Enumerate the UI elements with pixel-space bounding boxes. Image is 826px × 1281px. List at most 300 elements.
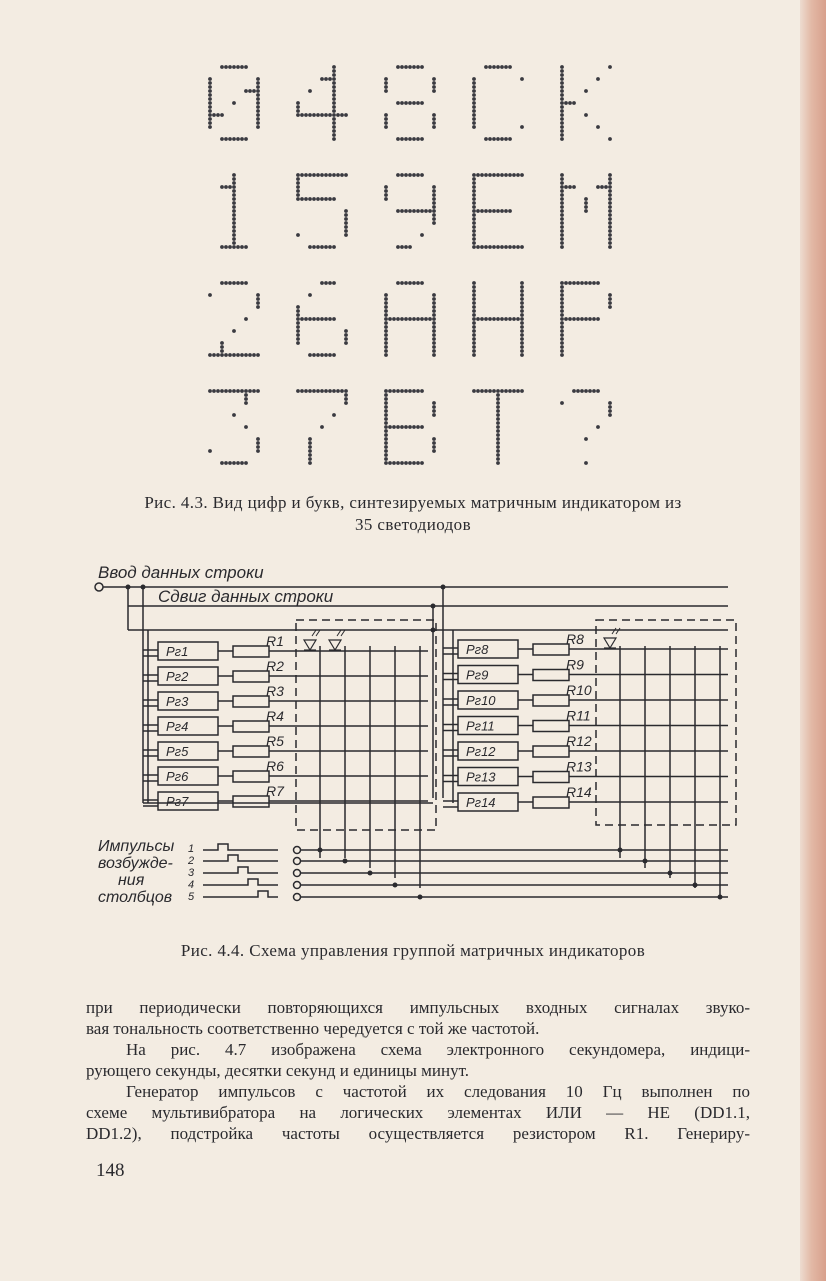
led-dot: [256, 93, 260, 97]
led-dot: [472, 81, 476, 85]
dot-matrix-char: [220, 173, 248, 249]
led-dot: [232, 65, 236, 69]
led-dot: [344, 333, 348, 337]
led-dot: [424, 317, 428, 321]
led-dot: [560, 289, 564, 293]
led-dot: [400, 137, 404, 141]
led-dot: [472, 289, 476, 293]
led-dot: [384, 417, 388, 421]
register-label: Рг8: [466, 642, 489, 657]
led-dot: [388, 389, 392, 393]
led-dot: [220, 137, 224, 141]
led-dot: [496, 425, 500, 429]
led-dot: [340, 113, 344, 117]
led-dot: [396, 425, 400, 429]
led-dot: [240, 65, 244, 69]
led-dot: [560, 221, 564, 225]
led-dot: [416, 65, 420, 69]
register-row: [143, 733, 428, 760]
led-dot: [596, 425, 600, 429]
led-dot: [488, 317, 492, 321]
register-row: [143, 783, 428, 810]
led-dot: [432, 313, 436, 317]
led-dot: [560, 293, 564, 297]
led-dot: [520, 77, 524, 81]
led-dot: [512, 245, 516, 249]
led-dot: [208, 117, 212, 121]
led-dot: [400, 173, 404, 177]
led-dot: [384, 313, 388, 317]
led-dot: [472, 197, 476, 201]
led-dot: [512, 389, 516, 393]
led-dot: [432, 293, 436, 297]
led-dot: [492, 389, 496, 393]
led-dot: [308, 197, 312, 201]
led-dot: [224, 389, 228, 393]
led-dot: [332, 413, 336, 417]
led-dot: [560, 105, 564, 109]
led-dot: [220, 341, 224, 345]
led-dot: [256, 389, 260, 393]
led-dot: [232, 221, 236, 225]
led-dot: [240, 353, 244, 357]
paragraph-2-line-1: На рис. 4.7 изображена схема электронного секундомера, индици-: [126, 1040, 750, 1059]
led-dot: [216, 389, 220, 393]
led-dot: [472, 353, 476, 357]
resistor-label: R3: [266, 683, 284, 699]
led-dot: [320, 197, 324, 201]
led-dot: [328, 245, 332, 249]
led-dot: [432, 81, 436, 85]
led-dot: [432, 445, 436, 449]
led-dot: [420, 173, 424, 177]
led-dot: [420, 233, 424, 237]
led-dot: [424, 209, 428, 213]
pulse-label-line-3: ния: [118, 872, 145, 889]
led-dot: [412, 173, 416, 177]
led-dot: [560, 65, 564, 69]
led-dot: [304, 113, 308, 117]
led-dot: [420, 461, 424, 465]
led-dot: [560, 229, 564, 233]
led-dot: [432, 117, 436, 121]
led-dot: [404, 173, 408, 177]
led-dot: [500, 245, 504, 249]
led-dot: [432, 405, 436, 409]
led-dot: [520, 333, 524, 337]
led-dot: [596, 317, 600, 321]
led-dot: [232, 461, 236, 465]
led-dot: [328, 113, 332, 117]
led-dot: [228, 389, 232, 393]
led-dot: [256, 449, 260, 453]
led-dot: [332, 245, 336, 249]
led-dot: [432, 441, 436, 445]
led-dot: [232, 177, 236, 181]
led-dot: [472, 309, 476, 313]
led-dot: [496, 453, 500, 457]
led-dot: [208, 101, 212, 105]
led-dot: [432, 337, 436, 341]
led-dot: [600, 185, 604, 189]
led-dot: [396, 209, 400, 213]
figure-4-3-caption: [60, 492, 766, 536]
led-dot: [332, 81, 336, 85]
led-dot: [560, 89, 564, 93]
led-dot: [256, 113, 260, 117]
led-dot: [496, 429, 500, 433]
page-edge: [800, 0, 826, 1281]
led-dot: [472, 209, 476, 213]
led-dot: [472, 229, 476, 233]
led-dot: [388, 461, 392, 465]
led-dot: [472, 217, 476, 221]
resistor-label: R11: [566, 707, 591, 724]
dot-matrix-char: [384, 65, 436, 141]
led-dot: [400, 245, 404, 249]
led-dot: [608, 229, 612, 233]
dot-matrix-char: [296, 173, 348, 249]
register-row: [143, 708, 428, 735]
led-dot: [472, 113, 476, 117]
led-dot: [608, 301, 612, 305]
led-dot: [416, 461, 420, 465]
led-dot: [496, 389, 500, 393]
led-dot: [304, 197, 308, 201]
data-input-label: Ввод данных строки: [98, 563, 264, 582]
led-dot: [344, 233, 348, 237]
led-dot: [344, 113, 348, 117]
led-dot: [500, 317, 504, 321]
shift-label: Сдвиг данных строки: [158, 587, 334, 606]
led-dot: [312, 113, 316, 117]
led-dot: [584, 89, 588, 93]
led-dot: [560, 201, 564, 205]
led-dot: [344, 389, 348, 393]
led-dot: [560, 313, 564, 317]
led-dot: [520, 173, 524, 177]
led-dot: [396, 461, 400, 465]
register-label: Рг2: [166, 669, 189, 684]
led-dot: [584, 209, 588, 213]
led-dot: [296, 325, 300, 329]
led-dot: [592, 389, 596, 393]
led-dot: [472, 329, 476, 333]
led-dot: [432, 305, 436, 309]
led-dot: [432, 121, 436, 125]
led-dot: [308, 445, 312, 449]
resistor: [533, 721, 569, 732]
led-dot: [492, 317, 496, 321]
led-dot: [244, 461, 248, 465]
led-dot: [560, 117, 564, 121]
led-dot: [400, 389, 404, 393]
led-dot: [296, 341, 300, 345]
led-dot: [432, 185, 436, 189]
led-dot: [432, 201, 436, 205]
led-dot: [332, 89, 336, 93]
led-dot: [496, 461, 500, 465]
led-dot: [396, 389, 400, 393]
led-dot: [388, 425, 392, 429]
register-label: Рг10: [466, 693, 496, 708]
data-input-terminal: [95, 583, 103, 591]
led-dot: [408, 317, 412, 321]
dot-matrix-char: [472, 389, 524, 465]
led-dot: [472, 221, 476, 225]
led-dot: [312, 245, 316, 249]
led-dot: [416, 209, 420, 213]
register-label: Рг1: [166, 644, 189, 659]
led-dot: [296, 333, 300, 337]
led-dot: [472, 333, 476, 337]
led-dot: [608, 65, 612, 69]
led-dot: [520, 341, 524, 345]
led-dot: [596, 281, 600, 285]
led-dot: [432, 449, 436, 453]
led-dot: [432, 301, 436, 305]
resistor-label: R13: [566, 758, 592, 775]
resistor-label: R4: [266, 708, 284, 724]
led-dot: [400, 317, 404, 321]
led-dot: [492, 209, 496, 213]
led-dot: [384, 453, 388, 457]
led-dot: [232, 225, 236, 229]
led-dot: [388, 317, 392, 321]
led-dot: [320, 425, 324, 429]
led-dot: [472, 301, 476, 305]
led-dot: [256, 305, 260, 309]
led-dot: [344, 173, 348, 177]
led-dot: [404, 101, 408, 105]
led-dot: [332, 117, 336, 121]
led-dot: [384, 77, 388, 81]
resistor-label: R12: [566, 733, 592, 749]
led-dot: [220, 345, 224, 349]
led-dot: [408, 101, 412, 105]
led-dot: [208, 89, 212, 93]
led-dot: [324, 353, 328, 357]
led-dot: [384, 125, 388, 129]
led-dot: [384, 413, 388, 417]
led-dot: [472, 321, 476, 325]
led-dot: [520, 329, 524, 333]
dot-matrix-char: [472, 65, 524, 141]
led-dot: [560, 97, 564, 101]
led-dot: [236, 137, 240, 141]
led-dot: [608, 197, 612, 201]
led-dot: [240, 389, 244, 393]
led-dot: [320, 173, 324, 177]
led-dot: [220, 245, 224, 249]
led-dot: [596, 125, 600, 129]
led-dot: [608, 401, 612, 405]
led-dot: [496, 409, 500, 413]
led-dot: [312, 197, 316, 201]
led-dot: [432, 345, 436, 349]
led-dot: [572, 185, 576, 189]
led-dot: [244, 397, 248, 401]
led-dot: [572, 389, 576, 393]
led-dot: [332, 389, 336, 393]
led-dot: [432, 77, 436, 81]
led-dot: [420, 209, 424, 213]
led-dot: [584, 461, 588, 465]
led-dot: [212, 389, 216, 393]
led-dot: [308, 441, 312, 445]
led-dot: [472, 93, 476, 97]
led-dot: [304, 317, 308, 321]
led-dot: [472, 233, 476, 237]
led-dot: [432, 213, 436, 217]
led-dot: [252, 389, 256, 393]
led-dot: [412, 425, 416, 429]
led-dot: [384, 185, 388, 189]
led-dot: [236, 389, 240, 393]
led-dot: [332, 113, 336, 117]
led-dot: [472, 345, 476, 349]
led-dot: [608, 217, 612, 221]
led-dot: [244, 65, 248, 69]
led-dot: [384, 401, 388, 405]
led-dot: [232, 241, 236, 245]
led-dot: [256, 97, 260, 101]
led-dot: [324, 197, 328, 201]
led-dot: [576, 389, 580, 393]
led-dot: [432, 341, 436, 345]
led-dot: [296, 101, 300, 105]
led-dot: [608, 233, 612, 237]
resistor-label: R14: [566, 784, 592, 800]
led-dot: [432, 353, 436, 357]
led-dot: [560, 193, 564, 197]
led-dot: [208, 109, 212, 113]
led-dot: [560, 217, 564, 221]
led-dot: [244, 89, 248, 93]
led-dot: [496, 397, 500, 401]
paragraph-3-line-3: DD1.2), подстройка частоты осуществляется резистором R1. Генериру-: [86, 1124, 750, 1143]
led-dot: [516, 245, 520, 249]
led-dot: [580, 389, 584, 393]
led-dot: [316, 389, 320, 393]
led-dot: [492, 173, 496, 177]
dot-matrix-char: [560, 173, 612, 249]
led-dot: [560, 121, 564, 125]
led-dot: [324, 245, 328, 249]
led-dot: [324, 77, 328, 81]
led-dot: [504, 317, 508, 321]
led-dot: [472, 293, 476, 297]
led-dot: [240, 137, 244, 141]
led-dot: [328, 389, 332, 393]
led-dot: [408, 173, 412, 177]
led-dot: [508, 209, 512, 213]
led-dot: [232, 329, 236, 333]
led-dot: [324, 281, 328, 285]
led-dot: [384, 349, 388, 353]
led-dot: [312, 317, 316, 321]
led-dot: [568, 317, 572, 321]
led-dot: [560, 181, 564, 185]
led-dot: [412, 389, 416, 393]
led-dot: [384, 301, 388, 305]
led-dot: [384, 437, 388, 441]
led-dot: [484, 137, 488, 141]
led-dot: [488, 65, 492, 69]
led-dot: [472, 185, 476, 189]
led-dot: [608, 213, 612, 217]
led-dot: [316, 197, 320, 201]
led-dot: [328, 173, 332, 177]
led-dot: [432, 189, 436, 193]
led-icon: [329, 630, 345, 650]
led-dot: [608, 193, 612, 197]
led-dot: [228, 281, 232, 285]
led-dot: [420, 389, 424, 393]
led-dot: [404, 389, 408, 393]
led-dot: [220, 185, 224, 189]
led-dot: [308, 293, 312, 297]
dot-matrix-char: [560, 389, 612, 465]
led-dot: [384, 393, 388, 397]
led-dot: [384, 353, 388, 357]
led-dot: [384, 121, 388, 125]
led-dot: [496, 413, 500, 417]
dot-matrix-char: [296, 65, 348, 141]
led-dot: [408, 425, 412, 429]
led-dot: [332, 97, 336, 101]
led-dot: [336, 389, 340, 393]
led-dot: [488, 137, 492, 141]
led-dot: [608, 201, 612, 205]
led-dot: [580, 317, 584, 321]
led-dot: [420, 137, 424, 141]
led-dot: [584, 317, 588, 321]
resistor: [533, 644, 569, 655]
led-dot: [344, 337, 348, 341]
led-dot: [344, 329, 348, 333]
led-dot: [396, 101, 400, 105]
led-dot: [296, 309, 300, 313]
led-dot: [560, 185, 564, 189]
led-dot: [232, 189, 236, 193]
led-dot: [244, 393, 248, 397]
led-dot: [384, 389, 388, 393]
led-dot: [608, 221, 612, 225]
led-dot: [608, 181, 612, 185]
led-dot: [240, 461, 244, 465]
led-dot: [508, 389, 512, 393]
led-dot: [208, 85, 212, 89]
led-dot: [244, 317, 248, 321]
led-dot: [416, 173, 420, 177]
led-dot: [480, 209, 484, 213]
dot-matrix-char: [472, 281, 524, 357]
led-dot: [232, 205, 236, 209]
dot-matrix-char: [384, 281, 436, 357]
led-dot: [328, 317, 332, 321]
resistor-label: R8: [566, 631, 584, 647]
led-dot: [384, 421, 388, 425]
led-dot: [208, 77, 212, 81]
led-dot: [220, 353, 224, 357]
led-dot: [504, 137, 508, 141]
led-dot: [472, 89, 476, 93]
resistor: [533, 670, 569, 681]
led-dot: [384, 305, 388, 309]
led-dot: [504, 209, 508, 213]
pulse-number-5: 5: [188, 891, 195, 903]
